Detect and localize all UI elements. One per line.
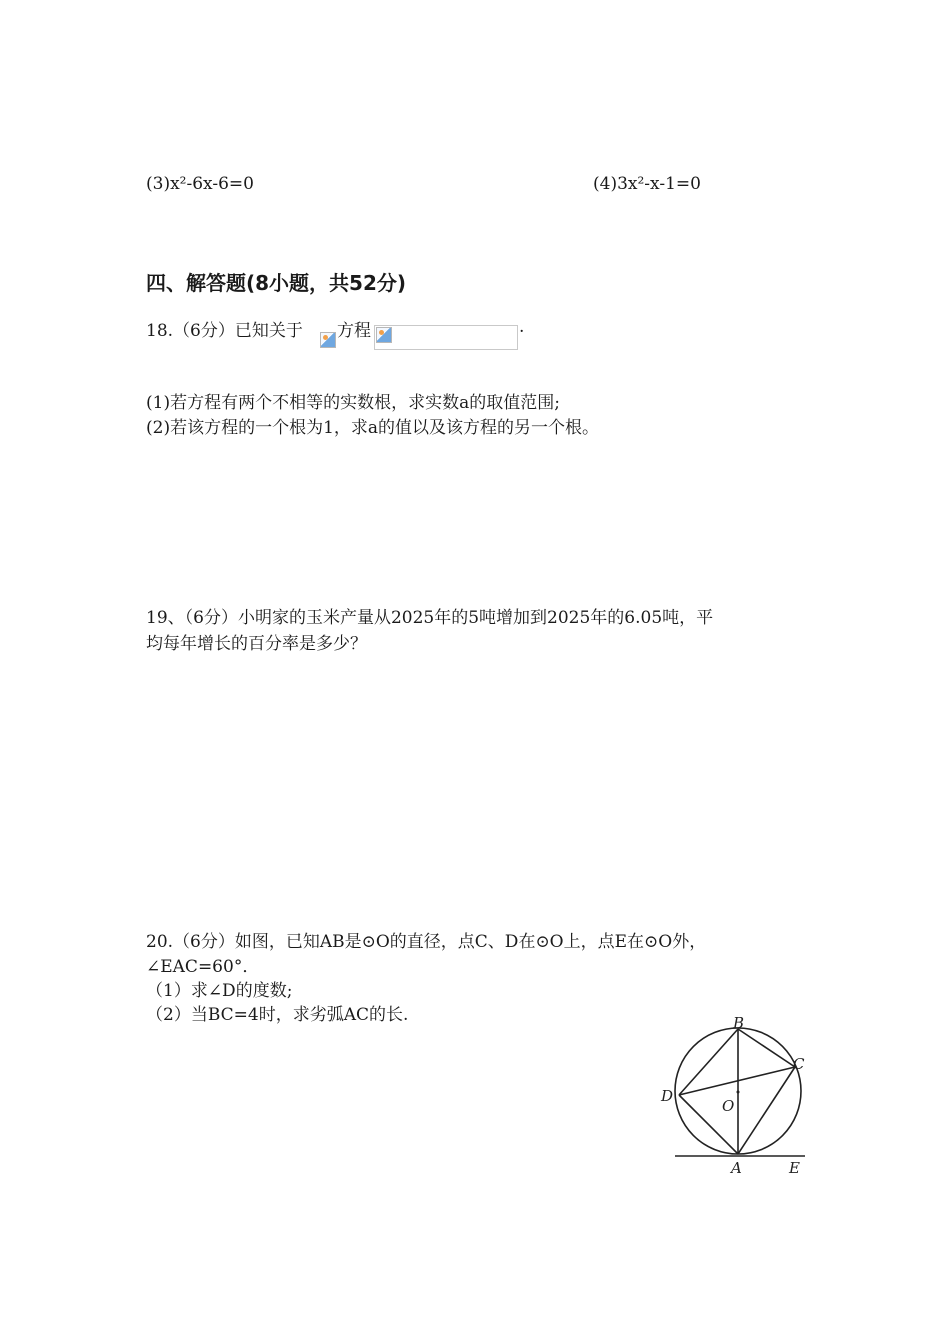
q19-line-2: 均每年增长的百分率是多少？ bbox=[146, 634, 367, 654]
circle-geometry-figure bbox=[655, 1015, 815, 1180]
section-title: 四、解答题(8小题，共52分) bbox=[146, 271, 407, 295]
label-e: E bbox=[789, 1159, 800, 1177]
label-c: C bbox=[793, 1055, 805, 1073]
q19-line-1: 19、（6分）小明家的玉米产量从2025年的5吨增加到2025年的6.05吨，平 bbox=[146, 608, 714, 628]
q20-part-2: （2）当BC=4时，求劣弧AC的长. bbox=[146, 1005, 409, 1025]
chord-ac bbox=[738, 1067, 795, 1154]
label-b: B bbox=[733, 1015, 745, 1032]
q20-line-1: 20.（6分）如图，已知AB是⊙O的直径，点C、D在⊙O上，点E在⊙O外， bbox=[146, 932, 707, 952]
chord-db bbox=[679, 1029, 738, 1095]
q20-line-2: ∠EAC=60°． bbox=[146, 957, 260, 977]
equation-4: (4)3x²-x-1=0 bbox=[593, 174, 701, 194]
broken-image-icon bbox=[376, 327, 392, 343]
q20-part-1: （1）求∠D的度数; bbox=[146, 981, 293, 1001]
q18-stem-end: . bbox=[519, 317, 525, 337]
q18-stem-b: 方程 bbox=[337, 321, 371, 341]
label-d: D bbox=[661, 1087, 674, 1105]
broken-image-icon bbox=[320, 332, 336, 348]
label-a: A bbox=[731, 1159, 742, 1177]
equation-3: (3)x²-6x-6=0 bbox=[146, 174, 254, 194]
equation-image-placeholder bbox=[374, 325, 518, 350]
chord-dc bbox=[679, 1067, 795, 1095]
q18-part-2: (2)若该方程的一个根为1，求a的值以及该方程的另一个根。 bbox=[146, 418, 600, 438]
q18-stem-a: 18.（6分）已知关于 bbox=[146, 321, 303, 341]
center-point-o bbox=[737, 1091, 740, 1094]
label-o: O bbox=[722, 1097, 735, 1115]
q18-part-1: (1)若方程有两个不相等的实数根，求实数a的取值范围; bbox=[146, 393, 560, 413]
